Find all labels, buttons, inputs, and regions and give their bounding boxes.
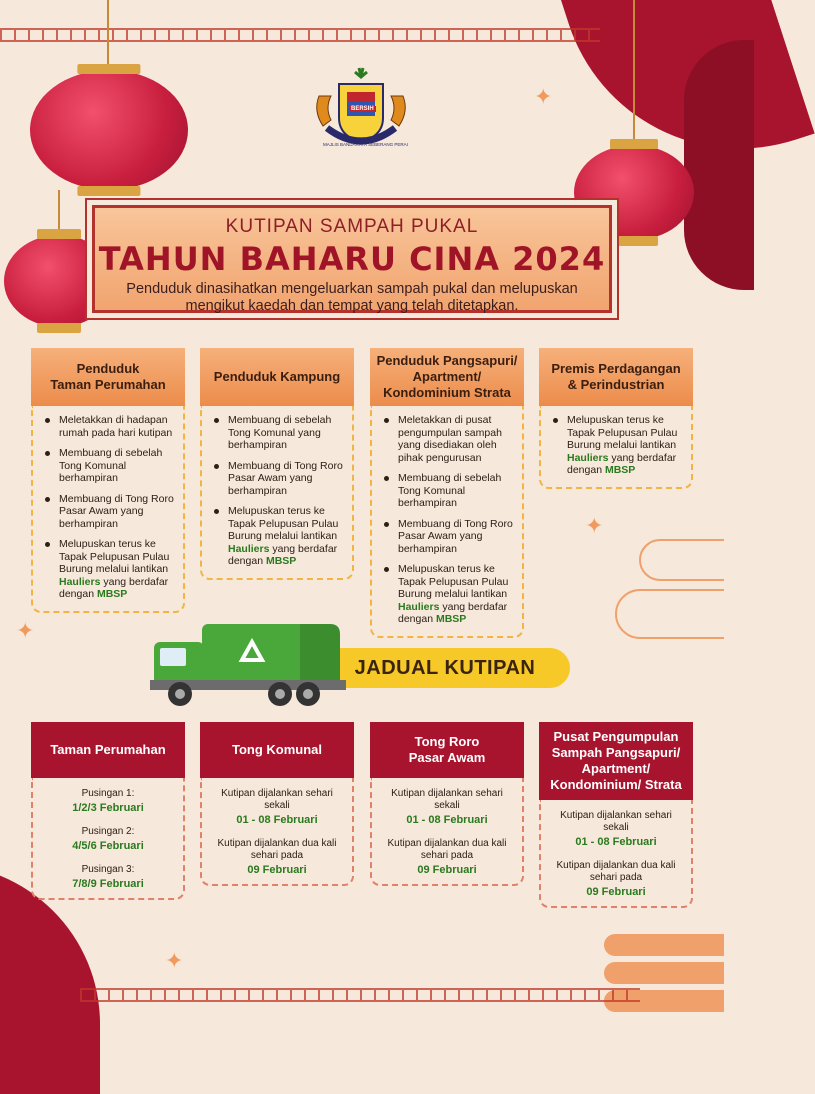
card-title: Penduduk Kampung xyxy=(213,369,341,384)
card-body xyxy=(200,406,354,580)
card-title: Premis Perdagangan xyxy=(551,361,681,376)
banner-description-line: Penduduk dinasihatkan mengeluarkan sampah pukal dan melupuskan xyxy=(126,281,578,297)
list-item: Membuang di Tong Roro Pasar Awam yang berhampiran xyxy=(384,518,514,556)
card-pangsapuri xyxy=(370,348,524,638)
agency-text: MBSP xyxy=(604,464,636,476)
schedule-body xyxy=(539,800,693,908)
list-item-text: yang berdafar dengan xyxy=(567,451,677,476)
card-title: & Perindustrian xyxy=(567,377,665,392)
schedule-title: Pasar Awam xyxy=(408,750,486,765)
corner-decoration-right xyxy=(684,40,754,290)
list-item: Membuang di sebelah Tong Komunal berhampiran xyxy=(384,472,514,510)
list-item-text: Melupuskan terus ke Tapak Pelupusan Pulau Burung melalui lantikan xyxy=(228,505,339,542)
list-item: Meletakkan di pusat pengumpulan sampah yang disediakan oleh pihak pengurusan xyxy=(384,414,514,464)
list-item: Membuang di Tong Roro Pasar Awam yang berhampiran xyxy=(45,493,175,531)
schedule-item xyxy=(39,788,177,814)
schedule-body xyxy=(31,778,185,900)
schedule-header xyxy=(539,722,693,800)
sparkle-icon: ✦ xyxy=(165,948,184,973)
card-title: Kondominium Strata xyxy=(383,385,511,400)
schedule-title: JADUAL KUTIPAN xyxy=(320,648,570,688)
card-header xyxy=(31,348,185,406)
schedule-title: Tong Komunal xyxy=(231,742,323,757)
card-taman-perumahan xyxy=(31,348,185,613)
hauliers-text: Hauliers xyxy=(567,451,609,464)
list-item xyxy=(553,414,683,477)
card-header xyxy=(370,348,524,406)
fret-border-bottom xyxy=(80,988,640,1002)
schedule-item xyxy=(39,864,177,890)
list-item xyxy=(384,563,514,626)
schedule-pusat-pengumpulan xyxy=(539,722,693,908)
schedule-date: 09 Februari xyxy=(586,886,646,898)
schedule-body xyxy=(370,778,524,886)
schedule-note: Pusingan 3: xyxy=(81,864,135,875)
card-title: Taman Perumahan xyxy=(50,377,166,392)
mbsp-logo xyxy=(311,66,411,156)
schedule-title: Tong Roro xyxy=(414,734,480,749)
schedule-tong-roro xyxy=(370,722,524,886)
list-item: Membuang di sebelah Tong Komunal berhampiran xyxy=(45,447,175,485)
schedule-item xyxy=(547,860,685,898)
logo-badge-text: BERSIH xyxy=(351,106,374,112)
schedule-date: 7/8/9 Februari xyxy=(72,878,144,890)
hauliers-text: Hauliers xyxy=(59,575,101,588)
schedule-item xyxy=(547,810,685,848)
schedule-note: Pusingan 2: xyxy=(81,826,135,837)
schedule-header xyxy=(31,722,185,778)
schedule-taman-perumahan xyxy=(31,722,185,900)
card-title: Penduduk xyxy=(76,361,140,376)
schedule-item xyxy=(208,838,346,876)
lantern-string xyxy=(633,0,635,148)
sparkle-icon: ✦ xyxy=(585,513,604,538)
schedule-note: Kutipan dijalankan dua kali sehari pada xyxy=(387,838,507,861)
schedule-date: 01 - 08 Februari xyxy=(406,814,488,826)
schedule-item xyxy=(39,826,177,852)
card-header xyxy=(539,348,693,406)
card-body xyxy=(539,406,693,489)
sparkle-icon: ✦ xyxy=(534,84,553,109)
schedule-date: 01 - 08 Februari xyxy=(236,814,318,826)
schedule-note: Kutipan dijalankan dua kali sehari pada xyxy=(217,838,337,861)
schedule-item xyxy=(208,788,346,826)
schedule-header xyxy=(200,722,354,778)
schedule-date: 4/5/6 Februari xyxy=(72,840,144,852)
banner-description xyxy=(95,281,609,315)
card-body xyxy=(370,406,524,638)
agency-text: MBSP xyxy=(435,613,467,625)
schedule-date: 01 - 08 Februari xyxy=(575,836,657,848)
list-item-text: Melupuskan terus ke Tapak Pelupusan Pulau Burung melalui lantikan xyxy=(398,563,509,600)
card-title: Apartment/ xyxy=(412,369,482,384)
schedule-title: Apartment/ xyxy=(581,761,651,776)
logo-ring-text: MAJLIS BANDARAYA SEBERANG PERAI xyxy=(323,142,408,147)
agency-text: MBSP xyxy=(265,555,297,567)
card-perdagangan xyxy=(539,348,693,489)
schedule-title: Taman Perumahan xyxy=(50,742,166,757)
list-item: Meletakkan di hadapan rumah pada hari kutipan xyxy=(45,414,175,439)
schedule-title: Pusat Pengumpulan xyxy=(553,729,679,744)
agency-text: MBSP xyxy=(96,588,128,600)
schedule-date: 09 Februari xyxy=(417,864,477,876)
list-item-text: Melupuskan terus ke Tapak Pelupusan Pulau Burung melalui lantikan xyxy=(567,414,678,451)
list-item-text: yang berdafar dengan xyxy=(59,575,169,600)
schedule-item xyxy=(378,838,516,876)
list-item: Membuang di Tong Roro Pasar Awam yang berhampiran xyxy=(214,460,344,498)
corner-stripes-bottom-right xyxy=(604,934,724,1024)
title-banner xyxy=(92,205,612,313)
lantern-string xyxy=(107,0,109,70)
schedule-item xyxy=(378,788,516,826)
schedule-date: 09 Februari xyxy=(247,864,307,876)
schedule-note: Kutipan dijalankan sehari sekali xyxy=(560,810,672,833)
banner-subtitle: KUTIPAN SAMPAH PUKAL xyxy=(225,216,479,237)
schedule-note: Pusingan 1: xyxy=(81,788,135,799)
list-item-text: Melupuskan terus ke Tapak Pelupusan Pulau Burung melalui lantikan xyxy=(59,538,170,575)
card-kampung xyxy=(200,348,354,580)
list-item-text: yang berdafar dengan xyxy=(398,600,508,625)
card-header xyxy=(200,348,354,406)
garbage-truck-icon xyxy=(150,620,350,714)
schedule-body xyxy=(200,778,354,886)
card-title: Penduduk Pangsapuri/ xyxy=(376,353,518,368)
list-item xyxy=(45,538,175,601)
schedule-note: Kutipan dijalankan dua kali sehari pada xyxy=(556,860,676,883)
schedule-title: Sampah Pangsapuri/ xyxy=(551,745,681,760)
list-item-text: yang berdafar dengan xyxy=(228,542,338,567)
sparkle-icon: ✦ xyxy=(16,618,35,643)
list-item xyxy=(214,505,344,568)
schedule-note: Kutipan dijalankan sehari sekali xyxy=(221,788,333,811)
schedule-title: Kondominium/ Strata xyxy=(550,777,682,792)
schedule-note: Kutipan dijalankan sehari sekali xyxy=(391,788,503,811)
schedule-date: 1/2/3 Februari xyxy=(72,802,144,814)
card-body xyxy=(31,406,185,613)
banner-title: TAHUN BAHARU CINA 2024 xyxy=(98,240,606,278)
swirl-decoration xyxy=(600,530,724,660)
schedule-tong-komunal xyxy=(200,722,354,886)
hauliers-text: Hauliers xyxy=(398,600,440,613)
schedule-header xyxy=(370,722,524,778)
hauliers-text: Hauliers xyxy=(228,542,270,555)
lantern-icon xyxy=(30,70,188,190)
fret-border-top xyxy=(0,28,600,42)
banner-description-line: mengikut kaedah dan tempat yang telah ditetapkan. xyxy=(185,298,519,314)
list-item: Membuang di sebelah Tong Komunal yang berhampiran xyxy=(214,414,344,452)
